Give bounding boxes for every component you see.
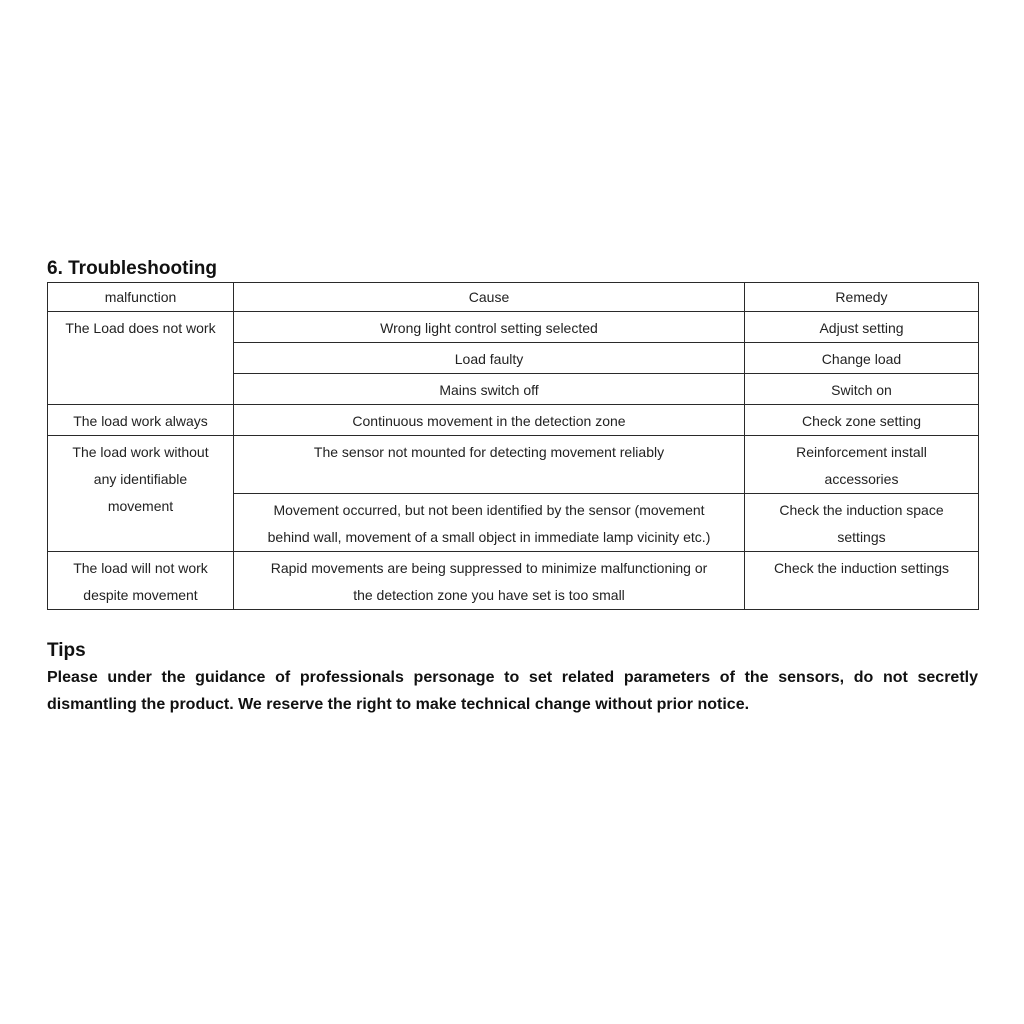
remedy-cell: Change load [745,343,979,374]
remedy-line: Reinforcement install [796,444,927,460]
cause-cell [234,552,745,610]
remedy-cell: Check the induction settings [745,552,979,610]
header-cause: Cause [234,283,745,312]
table-row [48,312,979,343]
remedy-cell [745,436,979,494]
malfunction-cell [48,552,234,610]
remedy-line: Check the induction space [779,502,944,518]
troubleshooting-table [47,282,979,610]
document-content [47,258,978,718]
table-row [48,552,979,610]
malfunction-line: The load will not work [73,560,208,576]
malfunction-line: any identifiable [93,471,188,487]
malfunction-cell: The load work always [48,405,234,436]
tips-title: Tips [47,640,86,661]
remedy-line: accessories [824,471,899,487]
cause-line: Rapid movements are being suppressed to minimize malfunctioning or [270,560,708,576]
tips-section [47,638,978,718]
cause-line: Movement occurred, but not been identified by the sensor (movement [273,502,705,518]
header-malfunction: malfunction [48,283,234,312]
cause-cell: Continuous movement in the detection zone [234,405,745,436]
malfunction-cell [48,436,234,552]
malfunction-line: despite movement [83,587,198,603]
section-title: 6. Troubleshooting [47,258,217,279]
remedy-line: settings [837,529,886,545]
malfunction-line: The load work without [72,444,209,460]
table-header-row [48,283,979,312]
cause-cell: The sensor not mounted for detecting movement reliably [234,436,745,494]
cause-line: behind wall, movement of a small object in immediate lamp vicinity etc.) [267,529,711,545]
malfunction-cell: The Load does not work [48,312,234,405]
remedy-cell: Switch on [745,374,979,405]
remedy-cell [745,494,979,552]
cause-cell: Wrong light control setting selected [234,312,745,343]
cause-cell: Mains switch off [234,374,745,405]
cause-line: the detection zone you have set is too small [353,587,625,603]
table-row [48,405,979,436]
remedy-cell: Adjust setting [745,312,979,343]
tips-text: Please under the guidance of professionals personage to set related parameters of the sensors, do not secretly dismantling the product. We reserve the right to make technical change without prior notice. [47,669,978,713]
cause-cell [234,494,745,552]
cause-cell: Load faulty [234,343,745,374]
remedy-cell: Check zone setting [745,405,979,436]
malfunction-line: movement [107,498,174,514]
table-row [48,436,979,494]
header-remedy: Remedy [745,283,979,312]
